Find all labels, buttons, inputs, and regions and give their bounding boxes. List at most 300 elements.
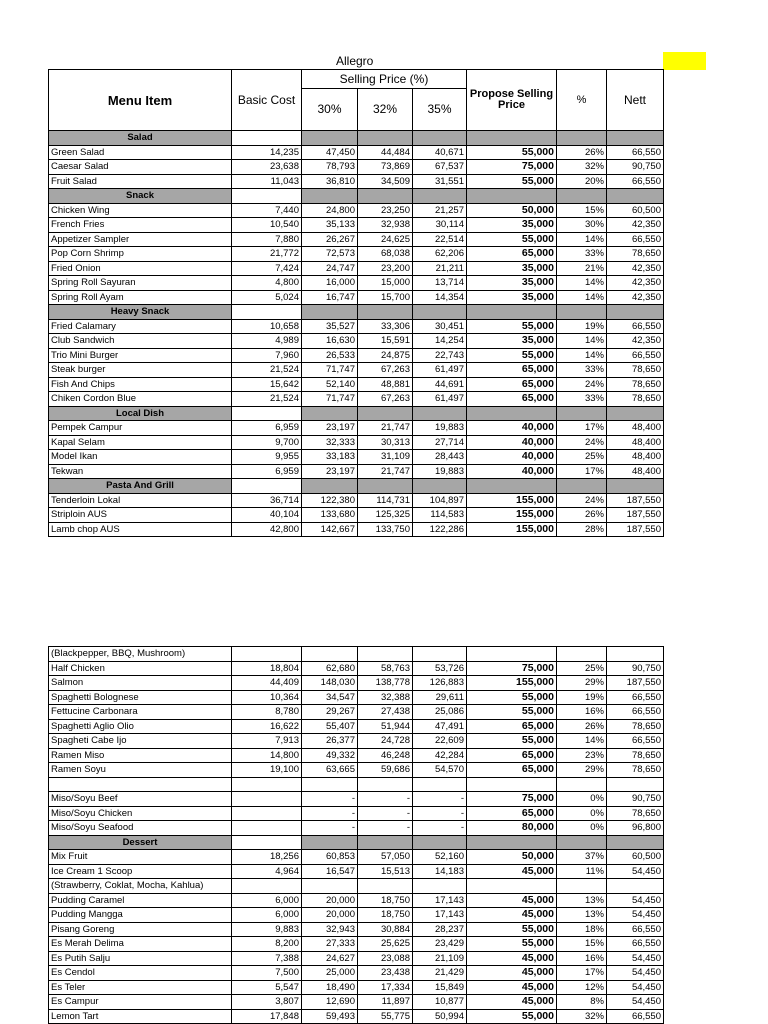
propose-price-cell: [467, 777, 557, 792]
section-filler-cell: [302, 305, 358, 320]
propose-price-cell: [467, 647, 557, 662]
price-35-cell: 21,109: [413, 951, 467, 966]
table-row: [49, 777, 664, 792]
propose-price-cell: 55,000: [467, 937, 557, 952]
percent-cell: 15%: [557, 203, 607, 218]
table-row: [49, 261, 664, 276]
menu-item-cell: Lamb chop AUS: [49, 522, 232, 537]
percent-cell: 37%: [557, 850, 607, 865]
section-filler-cell: [607, 305, 664, 320]
table-row: [49, 218, 664, 233]
price-32-cell: 24,875: [358, 348, 413, 363]
price-35-cell: 22,609: [413, 734, 467, 749]
basic-cost-cell: 4,800: [232, 276, 302, 291]
basic-cost-cell: 8,200: [232, 937, 302, 952]
price-32-cell: 15,000: [358, 276, 413, 291]
nett-cell: 78,650: [607, 363, 664, 378]
price-32-cell: 67,263: [358, 392, 413, 407]
price-30-cell: 47,450: [302, 145, 358, 160]
propose-price-cell: 75,000: [467, 792, 557, 807]
percent-cell: 16%: [557, 951, 607, 966]
price-32-cell: 114,731: [358, 493, 413, 508]
price-30-cell: 20,000: [302, 908, 358, 923]
section-filler-cell: [607, 131, 664, 146]
menu-item-cell: Lemon Tart: [49, 1009, 232, 1024]
price-30-cell: 55,407: [302, 719, 358, 734]
percent-cell: 32%: [557, 1009, 607, 1024]
section-filler-cell: [232, 189, 302, 204]
section-filler-cell: [232, 131, 302, 146]
price-32-cell: 11,897: [358, 995, 413, 1010]
propose-price-cell: 45,000: [467, 980, 557, 995]
section-filler-cell: [358, 479, 413, 494]
propose-price-cell: 55,000: [467, 174, 557, 189]
section-filler-cell: [358, 189, 413, 204]
menu-item-cell: Pempek Campur: [49, 421, 232, 436]
table-row: [49, 348, 664, 363]
menu-item-cell: Ramen Miso: [49, 748, 232, 763]
price-35-cell: 19,883: [413, 421, 467, 436]
price-30-cell: 16,747: [302, 290, 358, 305]
propose-price-cell: 40,000: [467, 421, 557, 436]
menu-item-cell: Chiken Cordon Blue: [49, 392, 232, 407]
price-30-cell: 71,747: [302, 392, 358, 407]
basic-cost-cell: 9,883: [232, 922, 302, 937]
price-32-cell: 34,509: [358, 174, 413, 189]
basic-cost-cell: 44,409: [232, 676, 302, 691]
section-filler-cell: [557, 131, 607, 146]
table-row: [49, 290, 664, 305]
price-32-cell: 23,088: [358, 951, 413, 966]
table-row: [49, 763, 664, 778]
percent-cell: 26%: [557, 145, 607, 160]
menu-pricing-table-bottom: [48, 646, 664, 1024]
price-35-cell: 122,286: [413, 522, 467, 537]
propose-price-cell: 55,000: [467, 690, 557, 705]
nett-cell: 187,550: [607, 676, 664, 691]
section-filler-cell: [557, 305, 607, 320]
table-row: [49, 145, 664, 160]
price-32-cell: 15,591: [358, 334, 413, 349]
price-30-cell: 12,690: [302, 995, 358, 1010]
section-row: [49, 835, 664, 850]
section-filler-cell: [413, 479, 467, 494]
table-row: [49, 247, 664, 262]
nett-cell: 187,550: [607, 522, 664, 537]
nett-cell: 90,750: [607, 661, 664, 676]
price-30-cell: 72,573: [302, 247, 358, 262]
nett-cell: 66,550: [607, 690, 664, 705]
header-30-percent: 30%: [302, 89, 358, 131]
percent-cell: 14%: [557, 276, 607, 291]
price-32-cell: 23,250: [358, 203, 413, 218]
header-basic-cost: Basic Cost: [232, 70, 302, 131]
table-row: [49, 792, 664, 807]
section-label: Salad: [49, 131, 232, 146]
price-35-cell: 53,726: [413, 661, 467, 676]
percent-cell: 17%: [557, 464, 607, 479]
basic-cost-cell: 18,804: [232, 661, 302, 676]
nett-cell: 54,450: [607, 908, 664, 923]
price-30-cell: 33,183: [302, 450, 358, 465]
menu-item-cell: Steak burger: [49, 363, 232, 378]
basic-cost-cell: 7,913: [232, 734, 302, 749]
section-filler-cell: [358, 406, 413, 421]
section-row: [49, 305, 664, 320]
price-32-cell: 18,750: [358, 908, 413, 923]
basic-cost-cell: 5,024: [232, 290, 302, 305]
header-32-percent: 32%: [358, 89, 413, 131]
basic-cost-cell: 17,848: [232, 1009, 302, 1024]
propose-price-cell: 35,000: [467, 334, 557, 349]
percent-cell: 15%: [557, 937, 607, 952]
basic-cost-cell: 21,524: [232, 392, 302, 407]
basic-cost-cell: 7,880: [232, 232, 302, 247]
table-row: [49, 276, 664, 291]
menu-item-cell: Es Teler: [49, 980, 232, 995]
menu-item-cell: Trio Mini Burger: [49, 348, 232, 363]
menu-item-cell: Appetizer Sampler: [49, 232, 232, 247]
menu-item-cell: Es Cendol: [49, 966, 232, 981]
price-35-cell: 54,570: [413, 763, 467, 778]
nett-cell: 78,650: [607, 806, 664, 821]
section-row: [49, 189, 664, 204]
price-32-cell: 48,881: [358, 377, 413, 392]
price-30-cell: 26,377: [302, 734, 358, 749]
price-32-cell: 59,686: [358, 763, 413, 778]
percent-cell: 26%: [557, 508, 607, 523]
section-label: Snack: [49, 189, 232, 204]
price-32-cell: -: [358, 821, 413, 836]
propose-price-cell: 55,000: [467, 734, 557, 749]
price-30-cell: -: [302, 821, 358, 836]
price-30-cell: 71,747: [302, 363, 358, 378]
price-32-cell: 33,306: [358, 319, 413, 334]
propose-price-cell: 55,000: [467, 922, 557, 937]
price-35-cell: 23,429: [413, 937, 467, 952]
nett-cell: 48,400: [607, 421, 664, 436]
price-32-cell: 55,775: [358, 1009, 413, 1024]
table-row: [49, 995, 664, 1010]
basic-cost-cell: 7,440: [232, 203, 302, 218]
menu-item-cell: Fettucine Carbonara: [49, 705, 232, 720]
section-filler-cell: [302, 131, 358, 146]
menu-item-cell: Fruit Salad: [49, 174, 232, 189]
percent-cell: 17%: [557, 966, 607, 981]
table-row: [49, 821, 664, 836]
percent-cell: 29%: [557, 763, 607, 778]
percent-cell: 26%: [557, 719, 607, 734]
propose-price-cell: 55,000: [467, 348, 557, 363]
basic-cost-cell: 11,043: [232, 174, 302, 189]
menu-item-cell: Tenderloin Lokal: [49, 493, 232, 508]
price-35-cell: 30,114: [413, 218, 467, 233]
price-35-cell: [413, 777, 467, 792]
percent-cell: 16%: [557, 705, 607, 720]
price-35-cell: [413, 879, 467, 894]
price-35-cell: 17,143: [413, 893, 467, 908]
price-30-cell: 32,333: [302, 435, 358, 450]
price-35-cell: 14,254: [413, 334, 467, 349]
percent-cell: 21%: [557, 261, 607, 276]
propose-price-cell: 45,000: [467, 966, 557, 981]
nett-cell: 66,550: [607, 705, 664, 720]
price-32-cell: -: [358, 806, 413, 821]
percent-cell: 14%: [557, 290, 607, 305]
price-30-cell: [302, 647, 358, 662]
table-row: [49, 1009, 664, 1024]
propose-price-cell: 40,000: [467, 435, 557, 450]
percent-cell: 0%: [557, 806, 607, 821]
propose-price-cell: 65,000: [467, 806, 557, 821]
price-35-cell: 28,443: [413, 450, 467, 465]
section-filler-cell: [607, 835, 664, 850]
nett-cell: 78,650: [607, 763, 664, 778]
basic-cost-cell: 15,642: [232, 377, 302, 392]
table-row: [49, 922, 664, 937]
table-row: [49, 719, 664, 734]
nett-cell: 42,350: [607, 334, 664, 349]
table-row: [49, 435, 664, 450]
percent-cell: 23%: [557, 748, 607, 763]
table-row: [49, 893, 664, 908]
section-filler-cell: [302, 835, 358, 850]
menu-item-cell: Pudding Mangga: [49, 908, 232, 923]
nett-cell: 78,650: [607, 748, 664, 763]
price-32-cell: 58,763: [358, 661, 413, 676]
table-row: [49, 850, 664, 865]
price-35-cell: 13,714: [413, 276, 467, 291]
section-filler-cell: [607, 406, 664, 421]
propose-price-cell: 35,000: [467, 218, 557, 233]
basic-cost-cell: 9,955: [232, 450, 302, 465]
percent-cell: 28%: [557, 522, 607, 537]
table-row: [49, 363, 664, 378]
menu-item-cell: Spring Roll Sayuran: [49, 276, 232, 291]
price-30-cell: 52,140: [302, 377, 358, 392]
price-35-cell: 25,086: [413, 705, 467, 720]
basic-cost-cell: 21,772: [232, 247, 302, 262]
menu-item-cell: (Blackpepper, BBQ, Mushroom): [49, 647, 232, 662]
price-30-cell: [302, 879, 358, 894]
price-35-cell: 67,537: [413, 160, 467, 175]
price-32-cell: 23,200: [358, 261, 413, 276]
nett-cell: 66,550: [607, 348, 664, 363]
section-filler-cell: [607, 479, 664, 494]
basic-cost-cell: 36,714: [232, 493, 302, 508]
basic-cost-cell: 4,989: [232, 334, 302, 349]
section-filler-cell: [467, 305, 557, 320]
section-filler-cell: [557, 189, 607, 204]
percent-cell: 14%: [557, 232, 607, 247]
nett-cell: 78,650: [607, 377, 664, 392]
price-35-cell: 40,671: [413, 145, 467, 160]
price-32-cell: 18,750: [358, 893, 413, 908]
section-filler-cell: [607, 189, 664, 204]
section-filler-cell: [557, 406, 607, 421]
percent-cell: 24%: [557, 377, 607, 392]
nett-cell: 96,800: [607, 821, 664, 836]
price-32-cell: 67,263: [358, 363, 413, 378]
price-32-cell: 15,700: [358, 290, 413, 305]
price-32-cell: 17,334: [358, 980, 413, 995]
propose-price-cell: 45,000: [467, 893, 557, 908]
propose-price-cell: 50,000: [467, 203, 557, 218]
nett-cell: 42,350: [607, 290, 664, 305]
price-35-cell: 28,237: [413, 922, 467, 937]
table-row: [49, 734, 664, 749]
nett-cell: 54,450: [607, 995, 664, 1010]
price-30-cell: 26,267: [302, 232, 358, 247]
price-30-cell: 133,680: [302, 508, 358, 523]
price-32-cell: [358, 647, 413, 662]
basic-cost-cell: 9,700: [232, 435, 302, 450]
table-row: [49, 966, 664, 981]
section-filler-cell: [232, 305, 302, 320]
nett-cell: 78,650: [607, 247, 664, 262]
nett-cell: 90,750: [607, 792, 664, 807]
price-32-cell: 51,944: [358, 719, 413, 734]
price-30-cell: 148,030: [302, 676, 358, 691]
menu-item-cell: Es Campur: [49, 995, 232, 1010]
price-30-cell: 20,000: [302, 893, 358, 908]
propose-price-cell: 155,000: [467, 522, 557, 537]
price-35-cell: 126,883: [413, 676, 467, 691]
section-filler-cell: [358, 835, 413, 850]
price-30-cell: 32,943: [302, 922, 358, 937]
price-32-cell: 57,050: [358, 850, 413, 865]
basic-cost-cell: 10,540: [232, 218, 302, 233]
propose-price-cell: 75,000: [467, 160, 557, 175]
section-label: Local Dish: [49, 406, 232, 421]
menu-item-cell: Pudding Caramel: [49, 893, 232, 908]
table-row: [49, 980, 664, 995]
propose-price-cell: 45,000: [467, 864, 557, 879]
propose-price-cell: 35,000: [467, 276, 557, 291]
menu-item-cell: Pisang Goreng: [49, 922, 232, 937]
percent-cell: 13%: [557, 908, 607, 923]
price-35-cell: 42,284: [413, 748, 467, 763]
price-35-cell: 31,551: [413, 174, 467, 189]
menu-item-cell: Es Merah Delima: [49, 937, 232, 952]
propose-price-cell: 40,000: [467, 450, 557, 465]
price-30-cell: [302, 777, 358, 792]
percent-cell: 25%: [557, 661, 607, 676]
price-35-cell: [413, 647, 467, 662]
propose-price-cell: 50,000: [467, 850, 557, 865]
percent-cell: 14%: [557, 734, 607, 749]
table-row: [49, 879, 664, 894]
propose-price-cell: 55,000: [467, 232, 557, 247]
price-35-cell: 44,691: [413, 377, 467, 392]
nett-cell: 66,550: [607, 734, 664, 749]
price-30-cell: 78,793: [302, 160, 358, 175]
basic-cost-cell: 21,524: [232, 363, 302, 378]
section-filler-cell: [467, 835, 557, 850]
propose-price-cell: 55,000: [467, 319, 557, 334]
nett-cell: 66,550: [607, 937, 664, 952]
table-row: [49, 232, 664, 247]
menu-item-cell: Miso/Soyu Beef: [49, 792, 232, 807]
nett-cell: 54,450: [607, 966, 664, 981]
table-row: [49, 690, 664, 705]
percent-cell: 24%: [557, 435, 607, 450]
propose-price-cell: 45,000: [467, 908, 557, 923]
table-row: [49, 951, 664, 966]
price-30-cell: 24,800: [302, 203, 358, 218]
menu-item-cell: Miso/Soyu Chicken: [49, 806, 232, 821]
price-32-cell: 138,778: [358, 676, 413, 691]
price-30-cell: 62,680: [302, 661, 358, 676]
price-30-cell: -: [302, 792, 358, 807]
table-row: [49, 508, 664, 523]
price-32-cell: 27,438: [358, 705, 413, 720]
nett-cell: 42,350: [607, 218, 664, 233]
basic-cost-cell: 40,104: [232, 508, 302, 523]
menu-item-cell: Ice Cream 1 Scoop: [49, 864, 232, 879]
price-32-cell: 32,388: [358, 690, 413, 705]
price-35-cell: 17,143: [413, 908, 467, 923]
price-32-cell: 21,747: [358, 421, 413, 436]
basic-cost-cell: 3,807: [232, 995, 302, 1010]
price-30-cell: 27,333: [302, 937, 358, 952]
nett-cell: 54,450: [607, 980, 664, 995]
menu-item-cell: (Strawberry, Coklat, Mocha, Kahlua): [49, 879, 232, 894]
propose-price-cell: 35,000: [467, 261, 557, 276]
table-row: [49, 450, 664, 465]
price-30-cell: 23,197: [302, 421, 358, 436]
percent-cell: 25%: [557, 450, 607, 465]
basic-cost-cell: 14,800: [232, 748, 302, 763]
basic-cost-cell: 7,424: [232, 261, 302, 276]
table-row: [49, 806, 664, 821]
percent-cell: 29%: [557, 676, 607, 691]
menu-item-cell: Pop Corn Shrimp: [49, 247, 232, 262]
header-selling-price: Selling Price (%): [302, 70, 467, 89]
menu-item-cell: Miso/Soyu Seafood: [49, 821, 232, 836]
percent-cell: 33%: [557, 247, 607, 262]
menu-item-cell: Spring Roll Ayam: [49, 290, 232, 305]
header-propose-selling-price: Propose Selling Price: [467, 70, 557, 131]
basic-cost-cell: 7,388: [232, 951, 302, 966]
basic-cost-cell: 4,964: [232, 864, 302, 879]
section-label: Pasta And Grill: [49, 479, 232, 494]
section-filler-cell: [467, 406, 557, 421]
table-row: [49, 705, 664, 720]
price-35-cell: 61,497: [413, 363, 467, 378]
price-35-cell: 50,994: [413, 1009, 467, 1024]
table-row: [49, 377, 664, 392]
price-35-cell: 14,354: [413, 290, 467, 305]
price-32-cell: 21,747: [358, 464, 413, 479]
price-32-cell: 24,625: [358, 232, 413, 247]
percent-cell: 0%: [557, 792, 607, 807]
section-filler-cell: [413, 835, 467, 850]
percent-cell: 24%: [557, 493, 607, 508]
percent-cell: 33%: [557, 392, 607, 407]
price-35-cell: 62,206: [413, 247, 467, 262]
section-filler-cell: [302, 479, 358, 494]
menu-item-cell: Half Chicken: [49, 661, 232, 676]
percent-cell: 11%: [557, 864, 607, 879]
menu-item-cell: Ramen Soyu: [49, 763, 232, 778]
table-row: [49, 421, 664, 436]
basic-cost-cell: [232, 806, 302, 821]
nett-cell: 60,500: [607, 850, 664, 865]
section-filler-cell: [232, 835, 302, 850]
price-32-cell: [358, 777, 413, 792]
percent-cell: 17%: [557, 421, 607, 436]
